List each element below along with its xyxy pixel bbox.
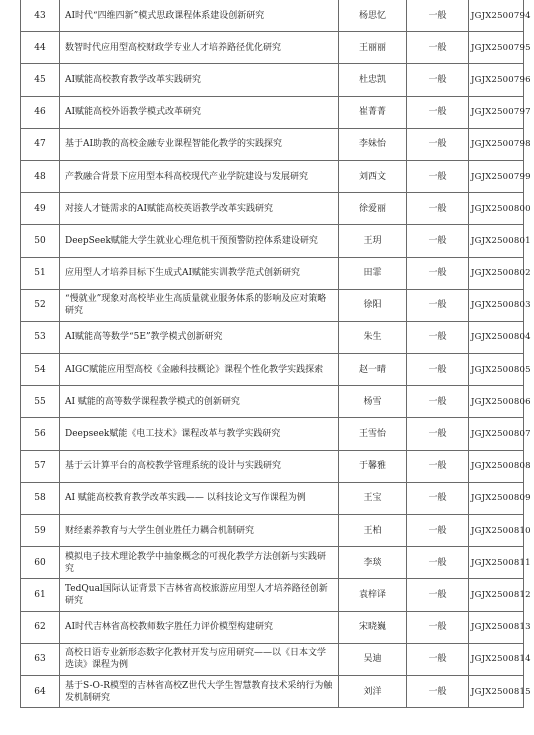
table-row: [21, 96, 524, 128]
project-title: AI时代吉林省高校教师数字胜任力评价模型构建研究: [60, 611, 339, 643]
project-level: 一般: [407, 32, 469, 64]
project-title: AI赋能高校外语教学模式改革研究: [60, 96, 339, 128]
project-title: 对接人才链需求的AI赋能高校英语教学改革实践研究: [60, 193, 339, 225]
table-row: [21, 386, 524, 418]
project-code: JGJX2500811: [469, 547, 524, 579]
project-code: JGJX2500800: [469, 193, 524, 225]
project-code: JGJX2500805: [469, 354, 524, 386]
project-code: JGJX2500799: [469, 160, 524, 192]
row-number: 57: [21, 450, 60, 482]
applicant-name: 刘洋: [339, 675, 407, 707]
table-row: [21, 128, 524, 160]
project-level: 一般: [407, 515, 469, 547]
applicant-name: 杨雪: [339, 386, 407, 418]
row-number: 44: [21, 32, 60, 64]
table-row: [21, 160, 524, 192]
project-level: 一般: [407, 354, 469, 386]
project-title: “慢就业”现象对高校毕业生高质量就业服务体系的影响及应对策略研究: [60, 289, 339, 321]
document-page: [20, 0, 531, 708]
project-table-body: [21, 0, 531, 708]
project-title: 基于云计算平台的高校教学管理系统的设计与实践研究: [60, 450, 339, 482]
project-code: JGJX2500798: [469, 128, 524, 160]
project-title: AI赋能高等数学“5E”教学模式创新研究: [60, 321, 339, 353]
applicant-name: 李妹怡: [339, 128, 407, 160]
applicant-name: 田霏: [339, 257, 407, 289]
project-title: 高校日语专业新形态数字化教材开发与应用研究——以《日本文学选读》课程为例: [60, 643, 339, 675]
project-code: JGJX2500802: [469, 257, 524, 289]
row-number: 64: [21, 675, 60, 707]
table-row: [21, 611, 524, 643]
project-title: AI时代“四维四新”模式思政课程体系建设创新研究: [60, 0, 339, 32]
project-code: JGJX2500806: [469, 386, 524, 418]
project-title: 基于S-O-R模型的吉林省高校Z世代大学生智慧教育技术采纳行为触发机制研究: [60, 675, 339, 707]
table-row: [21, 515, 524, 547]
project-code: JGJX2500814: [469, 643, 524, 675]
row-number: 50: [21, 225, 60, 257]
project-code: JGJX2500796: [469, 64, 524, 96]
project-level: 一般: [407, 386, 469, 418]
project-code: JGJX2500801: [469, 225, 524, 257]
row-number: 45: [21, 64, 60, 96]
project-code: JGJX2500810: [469, 515, 524, 547]
table-row: [21, 193, 524, 225]
project-level: 一般: [407, 225, 469, 257]
project-level: 一般: [407, 0, 469, 32]
applicant-name: 王玥: [339, 225, 407, 257]
project-level: 一般: [407, 64, 469, 96]
applicant-name: 徐爱丽: [339, 193, 407, 225]
table-row: [21, 32, 524, 64]
project-code: JGJX2500815: [469, 675, 524, 707]
project-level: 一般: [407, 482, 469, 514]
project-title: AI 赋能高校教育教学改革实践—— 以科技论文写作课程为例: [60, 482, 339, 514]
row-number: 47: [21, 128, 60, 160]
row-number: 59: [21, 515, 60, 547]
table-row: [21, 354, 524, 386]
project-title: 数智时代应用型高校财政学专业人才培养路径优化研究: [60, 32, 339, 64]
table-row: [21, 579, 524, 611]
project-level: 一般: [407, 611, 469, 643]
row-number: 58: [21, 482, 60, 514]
project-level: 一般: [407, 193, 469, 225]
project-level: 一般: [407, 418, 469, 450]
project-level: 一般: [407, 643, 469, 675]
row-number: 43: [21, 0, 60, 32]
project-code: JGJX2500804: [469, 321, 524, 353]
project-code: JGJX2500797: [469, 96, 524, 128]
row-number: 51: [21, 257, 60, 289]
table-row: [21, 643, 524, 675]
project-title: AIGC赋能应用型高校《金融科技概论》课程个性化教学实践探索: [60, 354, 339, 386]
project-level: 一般: [407, 579, 469, 611]
project-code: JGJX2500809: [469, 482, 524, 514]
project-title: 基于AI助教的高校金融专业课程智能化教学的实践探究: [60, 128, 339, 160]
table-row: [21, 450, 524, 482]
project-code: JGJX2500808: [469, 450, 524, 482]
applicant-name: 王柏: [339, 515, 407, 547]
project-title: AI 赋能的高等数学课程教学模式的创新研究: [60, 386, 339, 418]
row-number: 46: [21, 96, 60, 128]
project-code: JGJX2500812: [469, 579, 524, 611]
table-row: [21, 257, 524, 289]
applicant-name: 袁梓译: [339, 579, 407, 611]
project-code: JGJX2500803: [469, 289, 524, 321]
applicant-name: 王雪怡: [339, 418, 407, 450]
applicant-name: 徐阳: [339, 289, 407, 321]
project-level: 一般: [407, 257, 469, 289]
project-title: Deepseek赋能《电工技术》课程改革与教学实践研究: [60, 418, 339, 450]
applicant-name: 朱生: [339, 321, 407, 353]
project-level: 一般: [407, 289, 469, 321]
row-number: 55: [21, 386, 60, 418]
project-title: 财经素养教育与大学生创业胜任力耦合机制研究: [60, 515, 339, 547]
row-number: 49: [21, 193, 60, 225]
table-row: [21, 321, 524, 353]
project-level: 一般: [407, 321, 469, 353]
table-row: [21, 225, 524, 257]
applicant-name: 刘西文: [339, 160, 407, 192]
project-level: 一般: [407, 450, 469, 482]
project-code: JGJX2500807: [469, 418, 524, 450]
table-row: [21, 289, 524, 321]
project-level: 一般: [407, 96, 469, 128]
applicant-name: 杨思忆: [339, 0, 407, 32]
applicant-name: 杜忠凯: [339, 64, 407, 96]
table-row: [21, 482, 524, 514]
applicant-name: 王丽丽: [339, 32, 407, 64]
project-title: AI赋能高校教育教学改革实践研究: [60, 64, 339, 96]
row-number: 61: [21, 579, 60, 611]
row-number: 48: [21, 160, 60, 192]
row-number: 53: [21, 321, 60, 353]
table-row: [21, 0, 524, 32]
table-row: [21, 547, 524, 579]
applicant-name: 崔菁菁: [339, 96, 407, 128]
applicant-name: 于馨雅: [339, 450, 407, 482]
project-level: 一般: [407, 160, 469, 192]
applicant-name: 吴迪: [339, 643, 407, 675]
row-number: 52: [21, 289, 60, 321]
row-number: 62: [21, 611, 60, 643]
row-number: 63: [21, 643, 60, 675]
project-title: DeepSeek赋能大学生就业心理危机干预预警防控体系建设研究: [60, 225, 339, 257]
applicant-name: 宋晓巍: [339, 611, 407, 643]
project-title: TedQual国际认证背景下吉林省高校旅游应用型人才培养路径创新研究: [60, 579, 339, 611]
project-level: 一般: [407, 675, 469, 707]
project-code: JGJX2500795: [469, 32, 524, 64]
row-number: 60: [21, 547, 60, 579]
applicant-name: 王宝: [339, 482, 407, 514]
project-level: 一般: [407, 128, 469, 160]
project-title: 产教融合背景下应用型本科高校现代产业学院建设与发展研究: [60, 160, 339, 192]
project-level: 一般: [407, 547, 469, 579]
row-number: 54: [21, 354, 60, 386]
project-table: [20, 0, 531, 708]
project-code: JGJX2500813: [469, 611, 524, 643]
applicant-name: 李琰: [339, 547, 407, 579]
project-title: 模拟电子技术理论教学中抽象概念的可视化教学方法创新与实践研究: [60, 547, 339, 579]
table-row: [21, 418, 524, 450]
table-row: [21, 675, 524, 707]
table-row: [21, 64, 524, 96]
applicant-name: 赵一晴: [339, 354, 407, 386]
project-code: JGJX2500794: [469, 0, 524, 32]
project-title: 应用型人才培养目标下生成式AI赋能实训教学范式创新研究: [60, 257, 339, 289]
row-number: 56: [21, 418, 60, 450]
